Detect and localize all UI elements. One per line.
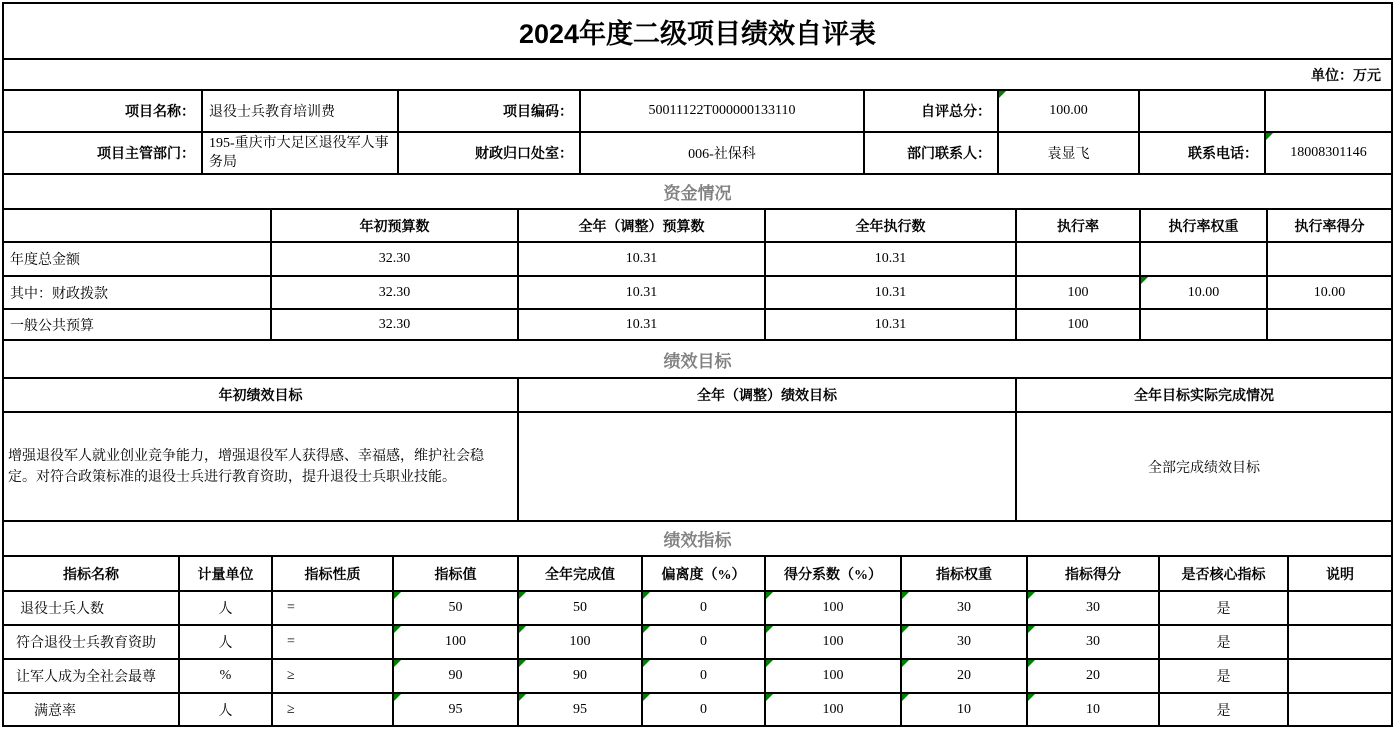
ind-deviation: 0 (641, 694, 764, 725)
funding-section-title: 资金情况 (663, 184, 732, 203)
funding-header-initial-budget: 年初预算数 (270, 210, 517, 241)
goal-completion-text: 全部完成绩效目标 (1015, 413, 1391, 520)
unit-note: 单位：万元 (1311, 68, 1381, 84)
ind-note (1287, 626, 1391, 658)
project-code-value: 50011122T000000133110 (579, 91, 863, 131)
funding-cell: 10.31 (517, 310, 764, 339)
funding-row-fiscal (4, 275, 1391, 308)
indicator-row (4, 658, 1391, 692)
ind-weight: 30 (900, 626, 1026, 658)
ind-header-nature: 指标性质 (271, 557, 392, 590)
funding-row-public-budget (4, 308, 1391, 339)
funding-cell (1266, 243, 1391, 275)
goals-header-completion: 全年目标实际完成情况 (1015, 379, 1391, 411)
ind-header-unit: 计量单位 (178, 557, 271, 590)
funding-header-exec-weight: 执行率权重 (1139, 210, 1266, 241)
indicator-header-row (4, 555, 1391, 590)
office-value: 006-社保科 (579, 133, 863, 173)
ind-header-completed: 全年完成值 (517, 557, 641, 590)
dept-label: 项目主管部门： (97, 147, 195, 162)
self-evaluation-form (2, 2, 1393, 727)
funding-cell (1139, 310, 1266, 339)
ind-coefficient: 100 (764, 660, 900, 692)
funding-cell: 10.00 (1266, 277, 1391, 308)
dept-value: 195-重庆市大足区退役军人事务局 (201, 133, 397, 173)
goals-section-row (4, 339, 1391, 377)
indicator-row (4, 590, 1391, 624)
funding-cell: 32.30 (270, 277, 517, 308)
goals-header-initial: 年初绩效目标 (218, 389, 303, 404)
funding-cell: 10.31 (764, 310, 1015, 339)
indicators-section-row (4, 520, 1391, 555)
ind-completed: 90 (517, 660, 641, 692)
ind-note (1287, 592, 1391, 624)
goals-body-row (4, 411, 1391, 520)
funding-cell: 100 (1015, 310, 1139, 339)
ind-unit: 人 (178, 626, 271, 658)
self-score-label: 自评总分： (863, 91, 997, 131)
ind-name: 退役士兵人数 (20, 602, 104, 617)
ind-deviation: 0 (641, 626, 764, 658)
ind-score: 30 (1026, 626, 1158, 658)
ind-score: 10 (1026, 694, 1158, 725)
phone-label: 联系电话： (1138, 133, 1264, 173)
ind-header-name: 指标名称 (63, 567, 119, 583)
info-row-2 (4, 131, 1391, 173)
ind-coefficient: 100 (764, 626, 900, 658)
contact-value: 袁显飞 (997, 133, 1138, 173)
ind-unit: 人 (178, 694, 271, 725)
ind-target: 95 (392, 694, 517, 725)
contact-label: 部门联系人： (863, 133, 997, 173)
funding-row-label: 其中：财政拨款 (10, 286, 108, 302)
ind-completed: 100 (517, 626, 641, 658)
funding-cell: 10.31 (764, 243, 1015, 275)
ind-name: 符合退役士兵教育资助 (16, 636, 156, 651)
ind-weight: 10 (900, 694, 1026, 725)
ind-note (1287, 694, 1391, 725)
funding-cell: 32.30 (270, 310, 517, 339)
ind-score: 20 (1026, 660, 1158, 692)
page-title: 2024年度二级项目绩效自评表 (518, 18, 877, 49)
ind-completed: 95 (517, 694, 641, 725)
ind-header-target: 指标值 (392, 557, 517, 590)
ind-target: 90 (392, 660, 517, 692)
ind-coefficient: 100 (764, 694, 900, 725)
goals-header-row (4, 377, 1391, 411)
indicator-row (4, 692, 1391, 725)
funding-cell (1266, 310, 1391, 339)
funding-header-exec-rate: 执行率 (1015, 210, 1139, 241)
funding-row-label: 年度总金额 (10, 253, 80, 268)
ind-header-score: 指标得分 (1026, 557, 1158, 590)
ind-core: 是 (1158, 626, 1287, 658)
ind-header-weight: 指标权重 (900, 557, 1026, 590)
empty-cell (1138, 91, 1264, 131)
ind-core: 是 (1158, 592, 1287, 624)
funding-cell (1139, 243, 1266, 275)
phone-value: 18008301146 (1264, 133, 1391, 173)
indicators-section-title: 绩效指标 (663, 531, 732, 550)
indicator-row (4, 624, 1391, 658)
funding-header-exec-score: 执行率得分 (1266, 210, 1391, 241)
initial-goal-text: 增强退役军人就业创业竞争能力，增强退役军人获得感、幸福感，维护社会稳定。对符合政策标准的退役士兵进行教育资助，提升退役士兵职业技能。 (8, 448, 484, 485)
ind-target: 100 (392, 626, 517, 658)
ind-header-coefficient: 得分系数（%） (764, 557, 900, 590)
ind-nature: = (271, 626, 392, 658)
funding-row-total (4, 241, 1391, 275)
ind-header-note: 说明 (1287, 557, 1391, 590)
project-name-label: 项目名称： (125, 105, 195, 120)
ind-header-deviation: 偏离度（%） (641, 557, 764, 590)
ind-name: 让军人成为全社会最尊 (16, 670, 156, 685)
funding-cell: 10.00 (1139, 277, 1266, 308)
ind-weight: 20 (900, 660, 1026, 692)
ind-nature: ≥ (271, 694, 392, 725)
funding-cell: 10.31 (764, 277, 1015, 308)
info-row-1 (4, 89, 1391, 131)
ind-unit: 人 (178, 592, 271, 624)
ind-deviation: 0 (641, 660, 764, 692)
office-label: 财政归口处室： (397, 133, 579, 173)
funding-header-blank (4, 210, 270, 241)
funding-cell: 10.31 (517, 277, 764, 308)
project-name-value: 退役士兵教育培训费 (201, 91, 397, 131)
funding-header-adjusted-budget: 全年（调整）预算数 (517, 210, 764, 241)
funding-cell (1015, 243, 1139, 275)
project-code-label: 项目编码： (397, 91, 579, 131)
funding-cell: 32.30 (270, 243, 517, 275)
funding-section-row (4, 173, 1391, 208)
funding-row-label: 一般公共预算 (10, 318, 94, 334)
empty-cell (1264, 91, 1391, 131)
funding-cell: 10.31 (517, 243, 764, 275)
title-row (4, 4, 1391, 58)
ind-nature: = (271, 592, 392, 624)
funding-cell: 100 (1015, 277, 1139, 308)
ind-name: 满意率 (34, 703, 76, 719)
ind-note (1287, 660, 1391, 692)
ind-deviation: 0 (641, 592, 764, 624)
ind-completed: 50 (517, 592, 641, 624)
ind-header-core: 是否核心指标 (1158, 557, 1287, 590)
ind-weight: 30 (900, 592, 1026, 624)
ind-score: 30 (1026, 592, 1158, 624)
unit-row (4, 58, 1391, 89)
ind-nature: ≥ (271, 660, 392, 692)
funding-header-row (4, 208, 1391, 241)
ind-unit: % (178, 660, 271, 692)
self-score-value: 100.00 (997, 91, 1138, 131)
ind-core: 是 (1158, 660, 1287, 692)
adjusted-goal-text (517, 413, 1015, 520)
funding-header-executed: 全年执行数 (764, 210, 1015, 241)
ind-core: 是 (1158, 694, 1287, 725)
goals-section-title: 绩效目标 (663, 351, 732, 371)
ind-coefficient: 100 (764, 592, 900, 624)
goals-header-adjusted: 全年（调整）绩效目标 (517, 379, 1015, 411)
ind-target: 50 (392, 592, 517, 624)
